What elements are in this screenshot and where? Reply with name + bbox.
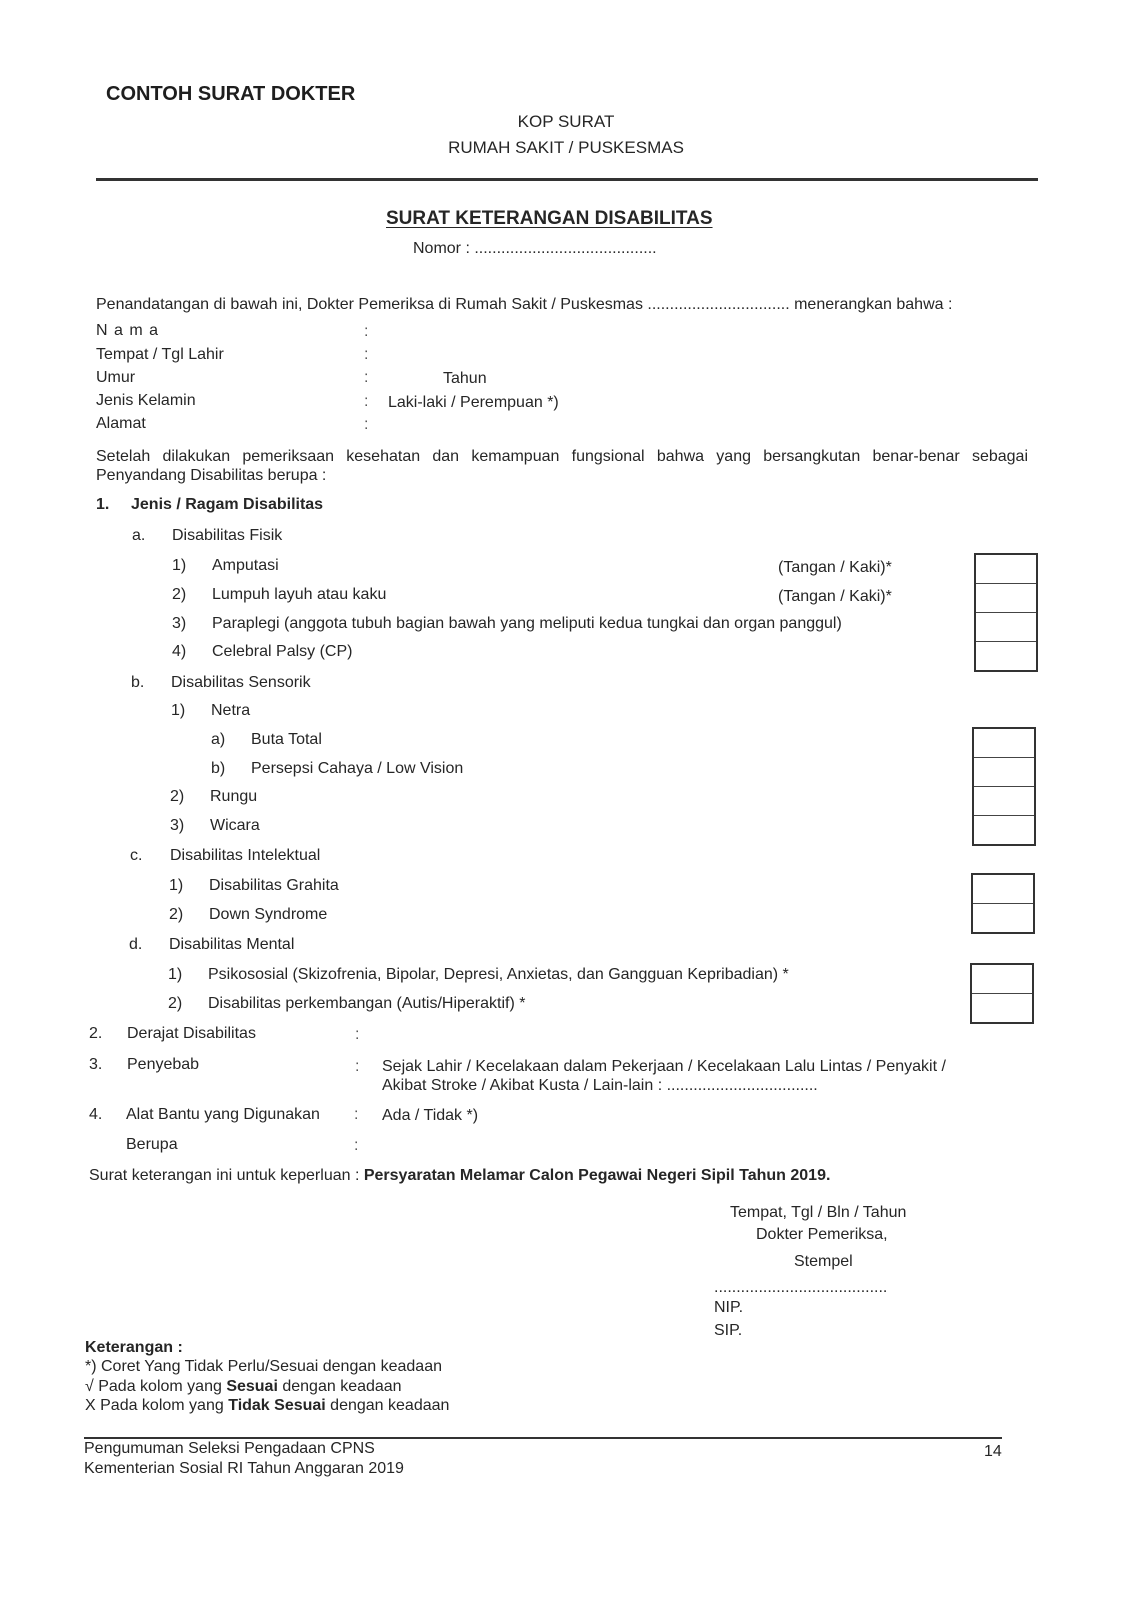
section-4-number: 4. — [89, 1106, 103, 1123]
item-number: 2) — [169, 906, 184, 923]
field-label-ttl: Tempat / Tgl Lahir — [96, 346, 224, 363]
item-number: b) — [211, 760, 226, 777]
checkbox-group-sensorik — [972, 727, 1036, 846]
field-colon: : — [354, 1137, 359, 1154]
item-number: 3) — [172, 615, 187, 632]
section-2-number: 2. — [89, 1025, 103, 1042]
item-low-vision: Persepsi Cahaya / Low Vision — [251, 760, 464, 777]
item-amputasi: Amputasi — [212, 557, 279, 574]
item-lumpuh-layuh: Lumpuh layuh atau kaku — [212, 586, 387, 603]
signature-sip: SIP. — [714, 1322, 743, 1339]
letterhead-divider — [96, 178, 1038, 181]
purpose-value: Persyaratan Melamar Calon Pegawai Negeri Sipil Tahun 2019. — [363, 1167, 831, 1184]
item-buta-total: Buta Total — [251, 731, 322, 748]
item-paraplegi: Paraplegi (anggota tubuh bagian bawah yang meliputi kedua tungkai dan organ panggul) — [212, 615, 842, 632]
item-number: a) — [211, 731, 226, 748]
field-value-jenis-kelamin: Laki-laki / Perempuan *) — [388, 394, 559, 411]
subsection-letter: b. — [131, 674, 145, 691]
field-colon: : — [364, 369, 369, 386]
purpose-prefix: Surat keterangan ini untuk keperluan : — [89, 1167, 360, 1184]
signature-place-date: Tempat, Tgl / Bln / Tahun — [730, 1204, 907, 1221]
checkbox-amputasi[interactable] — [976, 555, 1036, 584]
field-colon: : — [364, 416, 369, 433]
note-sesuai-bold: Sesuai — [226, 1378, 278, 1395]
field-colon: : — [364, 323, 369, 340]
section-4-label: Alat Bantu yang Digunakan — [126, 1106, 320, 1123]
penyebab-line-1: Sejak Lahir / Kecelakaan dalam Pekerjaan / Kecelakaan Lalu Lintas / Penyakit / — [382, 1058, 946, 1075]
field-label-alamat: Alamat — [96, 415, 146, 432]
field-colon: : — [354, 1106, 359, 1123]
checkbox-group-mental — [970, 963, 1034, 1024]
item-down-syndrome: Down Syndrome — [209, 906, 328, 923]
checkbox-down-syndrome[interactable] — [973, 904, 1033, 932]
letterhead-line-2: RUMAH SAKIT / PUSKESMAS — [448, 138, 684, 157]
nomor-line: Nomor : ......................................... — [413, 240, 657, 257]
footer-line-2: Kementerian Sosial RI Tahun Anggaran 2019 — [84, 1460, 404, 1477]
note-tidak-sesuai-pre: X Pada kolom yang — [85, 1397, 229, 1414]
item-psikososial: Psikososial (Skizofrenia, Bipolar, Depresi, Anxietas, dan Gangguan Kepribadian) * — [208, 966, 789, 983]
letterhead-line-1: KOP SURAT — [517, 112, 615, 131]
checkbox-group-fisik — [974, 553, 1038, 672]
field-colon: : — [364, 346, 369, 363]
checkbox-wicara[interactable] — [974, 816, 1034, 844]
document-title: SURAT KETERANGAN DISABILITAS — [386, 208, 713, 229]
subsection-letter: c. — [130, 847, 143, 864]
page-number: 14 — [984, 1443, 1002, 1460]
note-sesuai-post: dengan keadaan — [277, 1378, 402, 1395]
field-colon: : — [364, 393, 369, 410]
field-value-umur: Tahun — [443, 370, 487, 387]
section-2-label: Derajat Disabilitas — [127, 1025, 256, 1042]
subsection-label-sensorik: Disabilitas Sensorik — [171, 674, 311, 691]
item-number: 2) — [170, 788, 185, 805]
item-number: 1) — [168, 966, 183, 983]
checkbox-psikososial[interactable] — [972, 965, 1032, 994]
item-wicara: Wicara — [210, 817, 260, 834]
signature-role: Dokter Pemeriksa, — [756, 1226, 888, 1243]
note-coret: *) Coret Yang Tidak Perlu/Sesuai dengan keadaan — [85, 1358, 442, 1375]
subsection-label-fisik: Disabilitas Fisik — [172, 527, 283, 544]
checkbox-buta-total[interactable] — [974, 729, 1034, 758]
item-grahita: Disabilitas Grahita — [209, 877, 339, 894]
item-note: (Tangan / Kaki)* — [778, 588, 892, 605]
item-number: 3) — [170, 817, 185, 834]
checkbox-celebral-palsy[interactable] — [976, 642, 1036, 670]
note-tidak-sesuai-post: dengan keadaan — [325, 1397, 450, 1414]
note-sesuai — [85, 1378, 402, 1396]
footer-line-1: Pengumuman Seleksi Pengadaan CPNS — [84, 1440, 375, 1457]
statement-paragraph: Setelah dilakukan pemeriksaan kesehatan dan kemampuan fungsional bahwa yang bersangkutan benar-benar sebagai Penyandang Disabilitas berupa : — [96, 448, 1028, 484]
subsection-letter: a. — [132, 527, 146, 544]
section-3-label: Penyebab — [127, 1056, 200, 1073]
field-colon: : — [355, 1058, 360, 1075]
penyebab-line-2: Akibat Stroke / Akibat Kusta / Lain-lain : .................................. — [382, 1077, 818, 1094]
signature-nip: NIP. — [714, 1299, 744, 1316]
checkbox-grahita[interactable] — [973, 875, 1033, 904]
note-tidak-sesuai-bold: Tidak Sesuai — [228, 1397, 326, 1414]
field-label-jenis-kelamin: Jenis Kelamin — [96, 392, 196, 409]
item-note: (Tangan / Kaki)* — [778, 559, 892, 576]
field-label-nama: N a m a — [96, 322, 160, 339]
purpose-line — [89, 1167, 830, 1185]
item-number: 2) — [168, 995, 183, 1012]
signature-stamp: Stempel — [794, 1253, 853, 1270]
subsection-label-mental: Disabilitas Mental — [169, 936, 295, 953]
item-netra: Netra — [211, 702, 251, 719]
notes-heading: Keterangan : — [85, 1339, 183, 1356]
item-number: 1) — [172, 557, 187, 574]
document-label: CONTOH SURAT DOKTER — [106, 83, 356, 105]
field-label-umur: Umur — [96, 369, 136, 386]
item-perkembangan: Disabilitas perkembangan (Autis/Hiperaktif) * — [208, 995, 526, 1012]
alat-bantu-value: Ada / Tidak *) — [382, 1107, 479, 1124]
checkbox-perkembangan[interactable] — [972, 994, 1032, 1022]
checkbox-low-vision[interactable] — [974, 758, 1034, 787]
section-1-number: 1. — [96, 496, 110, 513]
section-1-heading: Jenis / Ragam Disabilitas — [131, 496, 324, 513]
footer-divider — [84, 1437, 1002, 1439]
item-number: 2) — [172, 586, 187, 603]
field-colon: : — [355, 1026, 360, 1043]
note-tidak-sesuai — [85, 1397, 449, 1415]
checkbox-lumpuh-layuh[interactable] — [976, 584, 1036, 613]
item-number: 4) — [172, 643, 187, 660]
item-number: 1) — [171, 702, 186, 719]
subsection-label-intelektual: Disabilitas Intelektual — [170, 847, 321, 864]
berupa-label: Berupa — [126, 1136, 178, 1153]
note-sesuai-pre: √ Pada kolom yang — [85, 1378, 227, 1395]
item-celebral-palsy: Celebral Palsy (CP) — [212, 643, 353, 660]
subsection-letter: d. — [129, 936, 143, 953]
checkbox-paraplegi[interactable] — [976, 613, 1036, 642]
checkbox-group-intelektual — [971, 873, 1035, 934]
intro-paragraph: Penandatangan di bawah ini, Dokter Pemeriksa di Rumah Sakit / Puskesmas ................................ menerangkan bahwa : — [96, 296, 953, 313]
signature-line: ....................................... — [714, 1279, 888, 1296]
item-number: 1) — [169, 877, 184, 894]
section-3-number: 3. — [89, 1056, 103, 1073]
item-rungu: Rungu — [210, 788, 258, 805]
checkbox-rungu[interactable] — [974, 787, 1034, 816]
